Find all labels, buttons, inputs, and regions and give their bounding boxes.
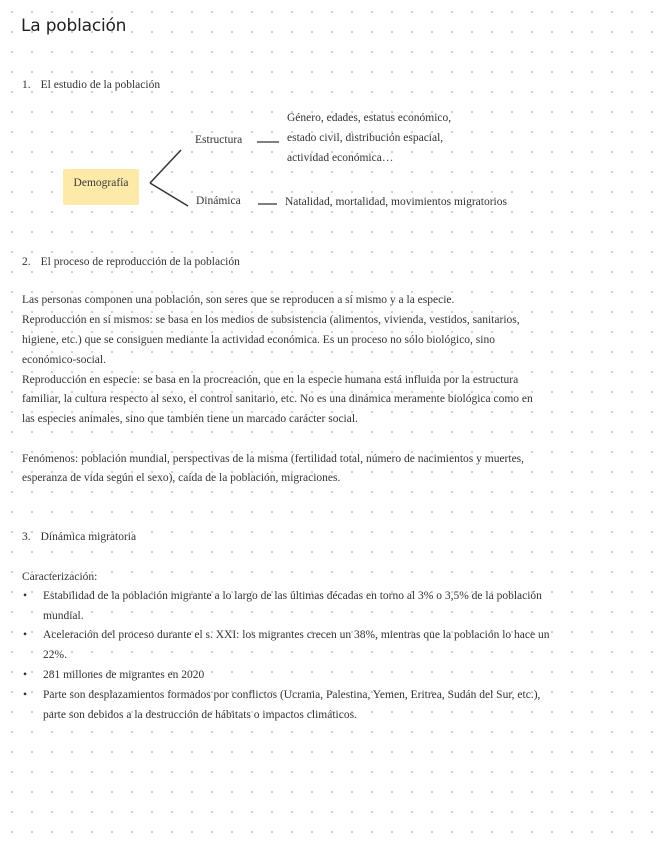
section-title: Dinámica migratoria [40, 531, 137, 543]
paragraph-line: las especies animales, sino que también tiene un marcado carácter social. [22, 413, 358, 425]
page-title: La población [21, 16, 127, 36]
bullet-line: parte son debidos a la destrucción de hábitats o impactos climáticos. [43, 709, 357, 721]
bullet-line: mundial. [43, 610, 84, 622]
bullet-icon: • [23, 629, 28, 641]
demografia-node: Demografía [63, 169, 139, 205]
section-number: 1. [22, 79, 31, 91]
dinamica-detail-line: Natalidad, mortalidad, movimientos migratorios [285, 196, 507, 208]
phenomena-line: esperanza de vida según el sexo), caída de la población, migraciones. [22, 472, 341, 484]
phenomena-line: Fenómenos: población mundial, perspectivas de la misma (fertilidad total, número de nacimientos y muertes, [22, 453, 525, 465]
paragraph-line: Reproducción en especie: se basa en la procreación, que en la especie humana está influida por la estructura [22, 374, 519, 386]
paragraph-line: higiene, etc.) que se consiguen mediante la actividad económica. Es un proceso no sólo biológico, sino [22, 334, 495, 346]
paragraph-line: económico-social. [22, 354, 106, 366]
estructura-detail-line: Género, edades, estatus económico, [287, 112, 452, 124]
bullet-icon: • [23, 689, 28, 701]
paragraph-line: Reproducción en sí mismos: se basa en los medios de subsistencia (alimentos, vivienda, vestidos, sanitarios, [22, 314, 520, 326]
branch-line-lower [150, 183, 188, 206]
bullet-line: Parte son desplazamientos formados por conflictos (Ucrania, Palestina, Yemen, Eritrea, Sudán del Sur, etc.), [43, 689, 541, 701]
bullet-line: Estabilidad de la población migrante a lo largo de las últimas décadas en torno al 3% o 3,5% de la población [43, 590, 542, 602]
dinamica-label: Dinámica [196, 195, 241, 207]
branch-line-upper [150, 150, 181, 183]
estructura-detail-line: actividad económica… [287, 152, 394, 164]
section-heading-3 [22, 531, 136, 543]
section-number: 3. [22, 531, 31, 543]
bullet-line: Aceleración del proceso durante el s. XXI: los migrantes crecen un 38%, mientras que la población lo hace un [43, 629, 550, 641]
section-number: 2. [22, 256, 31, 268]
section-title: El estudio de la población [40, 79, 161, 91]
estructura-label: Estructura [195, 134, 243, 146]
bullet-icon: • [23, 590, 28, 602]
caracterizacion-label: Caracterización: [22, 571, 98, 583]
section-title: El proceso de reproducción de la población [40, 256, 240, 268]
section-heading-2 [22, 256, 240, 268]
bullet-line: 281 millones de migrantes en 2020 [43, 669, 205, 681]
estructura-detail-line: estado civil, distribución espacial, [287, 132, 444, 144]
paragraph-line: familiar, la cultura respecto al sexo, el control sanitario, etc. No es una dinámica meramente biológica como en [22, 393, 533, 405]
bullet-line: 22%. [43, 649, 67, 661]
paragraph-line: Las personas componen una población, son seres que se reproducen a sí mismo y a la especie. [22, 294, 455, 306]
bullet-icon: • [23, 669, 28, 681]
